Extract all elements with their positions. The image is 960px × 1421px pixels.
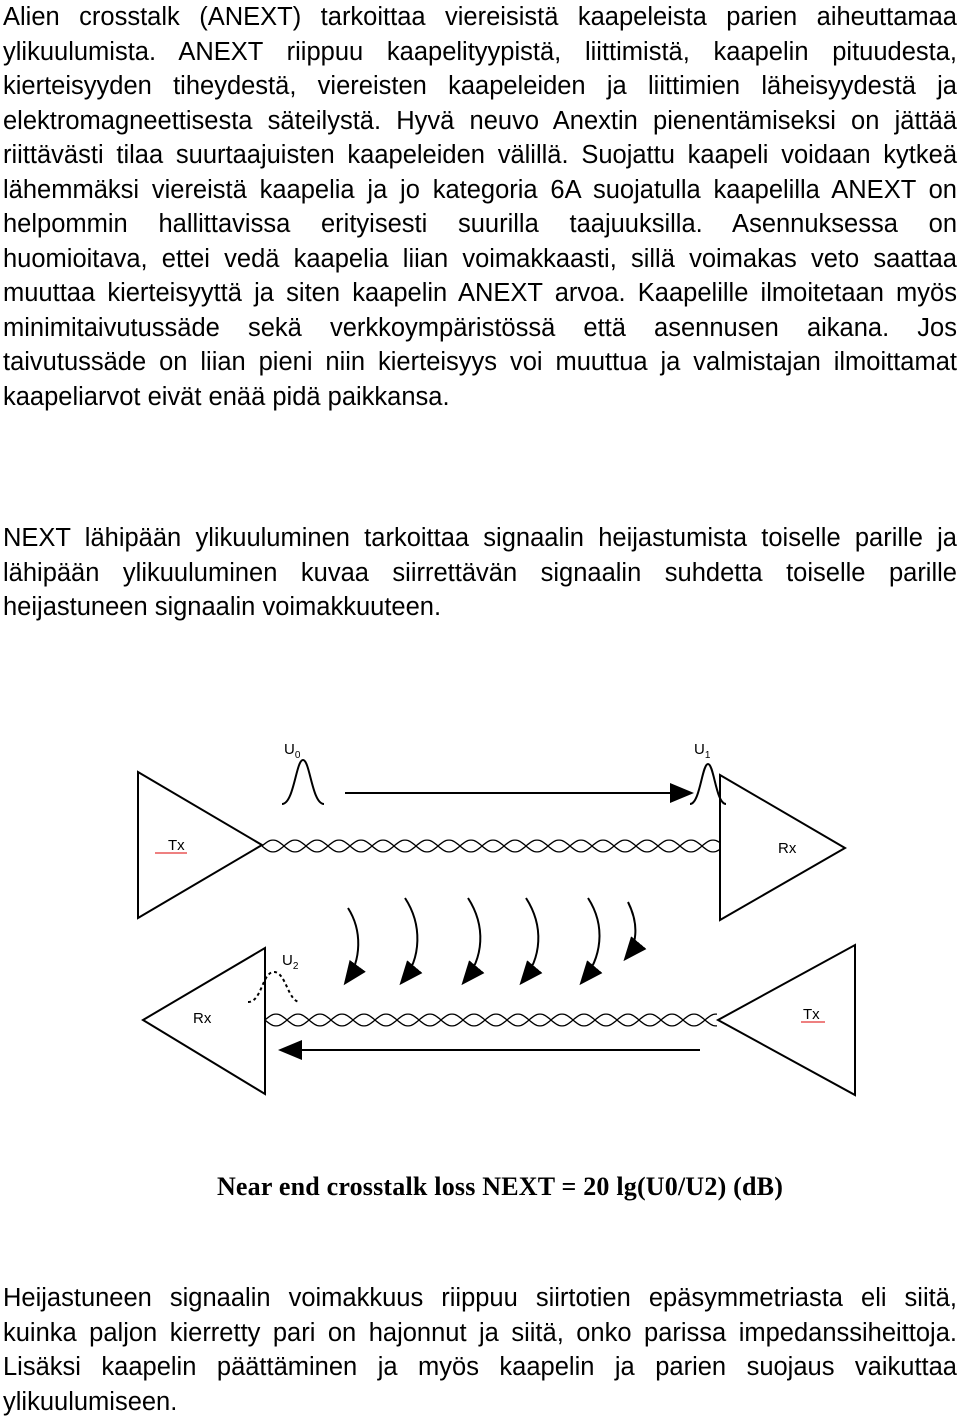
top-twisted-pair xyxy=(262,840,720,852)
paragraph-anext: Alien crosstalk (ANEXT) tarkoittaa viereisistä kaapeleista parien aiheuttamaa ylikuulumista. ANEXT riippuu kaapelityypistä, liittimistä, kaapelin pituudesta, kierteisyyden tiheydestä, viereisten kaapeleiden ja liittimien läheisyydestä ja elektromagneettisesta säteilystä. Hyvä neuvo Anextin pienentämiseksi on jättää riittävästi tilaa suurtaajuisten kaapeleiden välillä. Suojattu kaapeli voidaan kytkeä lähemmäksi viereistä kaapelia ja jo kategoria 6A suojatulla kaapelilla ANEXT on helpommin hallittavissa erityisesti suurilla taajuuksilla. Asennuksessa on huomioitava, ettei vedä kaapelia liian voimakkaasti, sillä voimakas veto saattaa muuttaa kierteisyyttä ja siten kaapelin ANEXT arvoa. Kaapelille ilmoitetaan myös minimitaivutussäde sekä verkkoympäristössä että asennusen aikana. Jos taivutussäde on liian pieni niin kierteisyys voi muuttua ja valmistajan ilmoittamat kaapeliarvot eivät enää pidä paikkansa. xyxy=(3,3,957,411)
tx-right-label: Tx xyxy=(803,1006,820,1023)
u2-pulse xyxy=(248,972,300,1002)
paragraph-reflection: Heijastuneen signaalin voimakkuus riippuu siirtotien epäsymmetriasta eli siitä, kuinka paljon kierretty pari on hajonnut ja siitä, onko parissa impedanssiheittoja. Lisäksi kaapelin päättäminen ja myös kaapelin ja parien suojaus vaikuttaa ylikuulumiseen. xyxy=(3,1284,957,1416)
next-crosstalk-diagram xyxy=(0,720,960,1240)
bottom-twisted-pair xyxy=(265,1014,717,1026)
next-formula: Near end crosstalk loss NEXT = 20 lg(U0/U2) (dB) xyxy=(216,1172,784,1201)
u0-pulse xyxy=(282,760,324,804)
rx-left-label: Rx xyxy=(193,1010,212,1027)
tx-right-amplifier xyxy=(718,945,855,1095)
tx-left-label: Tx xyxy=(168,837,185,854)
tx-left-amplifier xyxy=(138,772,262,918)
u2-label: $U_2$ xyxy=(282,952,299,972)
u1-label: $U_1$ xyxy=(694,741,711,761)
paragraph-next: NEXT lähipään ylikuuluminen tarkoittaa signaalin heijastumista toiselle parille ja lähipään ylikuuluminen kuvaa siirrettävän signaalin suhdetta toiselle parille heijastuneen signaalin voimakkuuteen. xyxy=(3,524,957,621)
u0-label: $U_0$ xyxy=(284,741,301,761)
rx-right-label: Rx xyxy=(778,840,797,857)
coupling-arrows xyxy=(346,898,635,982)
